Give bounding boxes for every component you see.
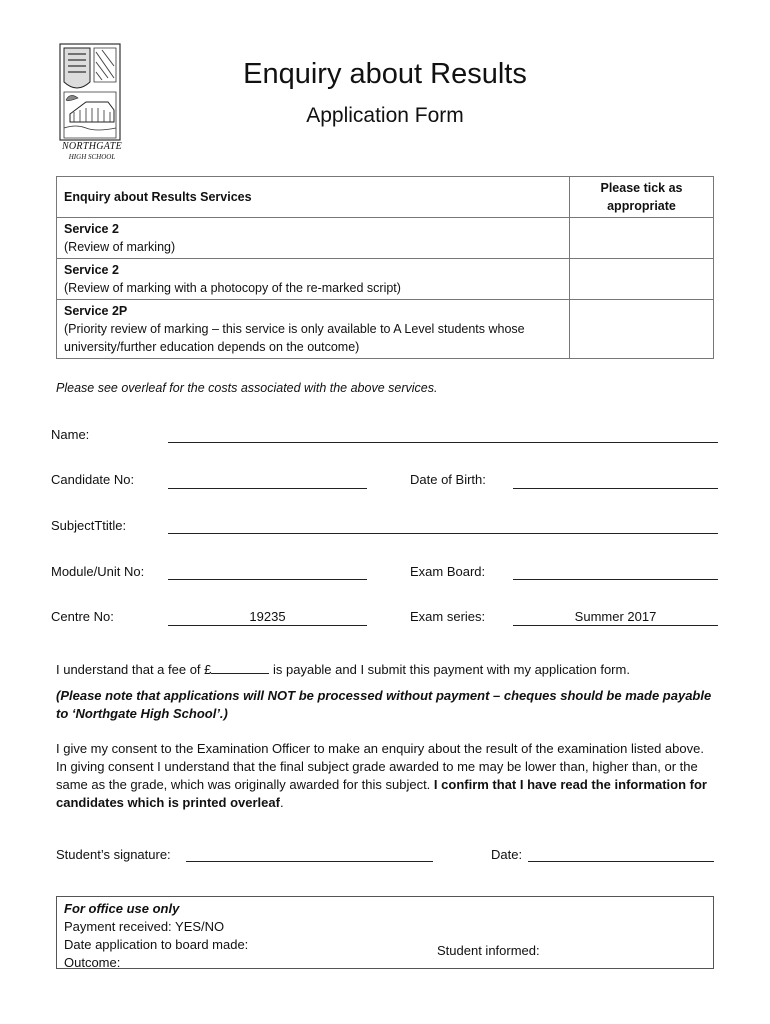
services-header: Enquiry about Results Services: [57, 177, 570, 218]
subject-title-field[interactable]: [168, 533, 718, 534]
date-field[interactable]: [528, 861, 714, 862]
page-subtitle: Application Form: [306, 104, 464, 127]
dob-field[interactable]: [513, 488, 718, 489]
centre-no-value: 19235: [249, 609, 286, 624]
signature-label: Student’s signature:: [56, 847, 171, 862]
service-name: Service 2: [64, 263, 119, 277]
exam-series-label: Exam series:: [410, 609, 486, 624]
module-unit-label: Module/Unit No:: [51, 564, 145, 579]
office-use-heading: For office use only: [64, 901, 180, 916]
outcome-label: Outcome:: [64, 955, 121, 970]
fee-amount-field[interactable]: [211, 662, 269, 674]
tick-header: Please tick as appropriate: [570, 177, 714, 218]
page-title-text: Enquiry about Results: [243, 58, 527, 90]
service-cell: [57, 259, 570, 300]
table-header-row: [57, 177, 714, 218]
centre-no-field[interactable]: [168, 625, 367, 626]
service-desc: (Priority review of marking – this service is only available to A Level students whose university/further education depends on the outcome): [64, 322, 525, 354]
tick-box-service-2p[interactable]: [570, 300, 714, 359]
exam-board-label: Exam Board:: [410, 564, 486, 579]
service-desc: (Review of marking with a photocopy of the re-marked script): [64, 281, 401, 295]
payment-received-label: Payment received: YES/NO: [64, 919, 225, 934]
tick-box-service-2[interactable]: [570, 218, 714, 259]
subject-title-label: SubjectTtitle:: [51, 518, 127, 533]
date-application-label: Date application to board made:: [64, 937, 249, 952]
date-label: Date:: [491, 847, 523, 862]
service-name: Service 2P: [64, 304, 128, 318]
table-row: [57, 218, 714, 259]
tick-box-service-2-photocopy[interactable]: [570, 259, 714, 300]
exam-series-field[interactable]: [513, 625, 718, 626]
service-name: Service 2: [64, 222, 119, 236]
signature-field[interactable]: [186, 861, 433, 862]
costs-note: Please see overleaf for the costs associated with the above services.: [56, 381, 438, 395]
module-unit-field[interactable]: [168, 579, 367, 580]
name-field[interactable]: [168, 442, 718, 443]
service-cell: [57, 218, 570, 259]
services-table: [56, 176, 714, 359]
centre-no-label: Centre No:: [51, 609, 114, 624]
payment-note: (Please note that applications will NOT be processed without payment – cheques should be made payable to ‘Northgate High School’.): [56, 688, 712, 721]
school-name-logo-text: NORTHGATE HIGH SCHOOL: [61, 141, 123, 161]
page-title: [0, 58, 770, 91]
exam-series-value: Summer 2017: [574, 609, 657, 624]
table-row: [57, 300, 714, 359]
consent-paragraph: I give my consent to the Examination Officer to make an enquiry about the result of the examination listed above. In giving consent I understand that the final subject grade awarded to me may be lower than, higher than, or the same as the grade, which was originally awarded for this subject. I confirm that I have read the information for candidates which is printed overleaf.: [56, 741, 707, 810]
candidate-no-field[interactable]: [168, 488, 367, 489]
table-row: [57, 259, 714, 300]
office-use-box: [56, 896, 714, 969]
service-cell: [57, 300, 570, 359]
fee-statement: I understand that a fee of £ is payable and I submit this payment with my application form.: [56, 662, 630, 677]
student-informed-label: Student informed:: [437, 943, 540, 958]
service-desc: (Review of marking): [64, 240, 176, 254]
candidate-no-label: Candidate No:: [51, 472, 135, 487]
name-label: Name:: [51, 427, 90, 442]
exam-board-field[interactable]: [513, 579, 718, 580]
dob-label: Date of Birth:: [410, 472, 486, 487]
